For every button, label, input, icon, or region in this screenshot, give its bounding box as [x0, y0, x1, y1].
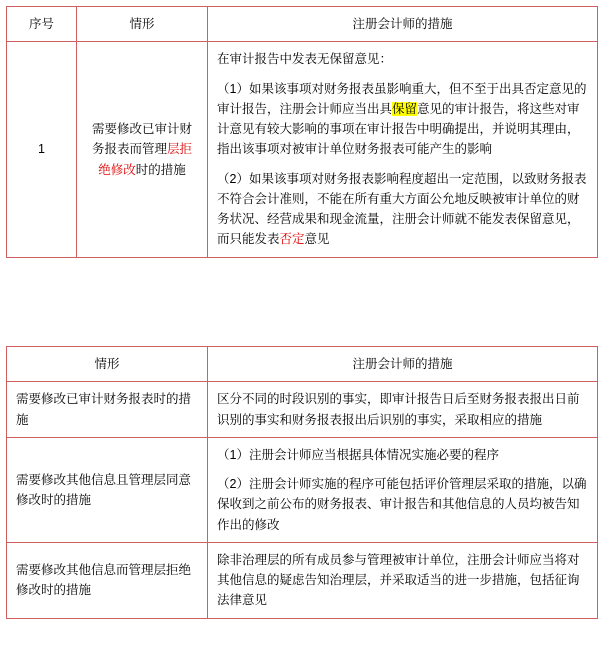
row-situation-cell: 需要修改已审计财务报表时的措施	[7, 382, 208, 438]
table-row	[7, 382, 598, 438]
measure-paragraph: 除非治理层的所有成员参与管理被审计单位，注册会计师应当将对其他信息的疑虑告知治理层，并采取适当的进一步措施，包括征询法律意见	[217, 552, 580, 608]
measures-table-refusal	[6, 6, 598, 258]
situation-text-part3: 措施	[160, 162, 186, 177]
measure-p2-text-a: （2）如果该事项对财务报表影响程度超出一定范围，以致财务报表不符合会计准则，不能在所有重大方面公允地反映被审计单位的财务状况、经营成果和现金流量，注册会计师就不能发表保留意见，而只能发表	[217, 171, 587, 247]
row-index-cell: 1	[7, 42, 77, 257]
measure-paragraph-2	[217, 169, 588, 250]
measure-intro: 在审计报告中发表无保留意见：	[217, 52, 393, 67]
row-situation-cell: 需要修改其他信息而管理层拒绝修改时的措施	[7, 542, 208, 618]
measure-paragraph: 区分不同的时段识别的事实，即审计报告日后至财务报表报出日前识别的事实和财务报表报出后识别的事实，采取相应的措施	[217, 392, 580, 427]
measure-paragraph: （1）注册会计师应当根据具体情况实施必要的程序	[217, 447, 499, 462]
table-row	[7, 42, 598, 257]
measure-p2-highlight: 否定	[279, 232, 305, 247]
header-cell-measure: 注册会计师的措施	[208, 7, 598, 42]
header-cell-index: 序号	[7, 7, 77, 42]
situation-text-part1: 需要修改已审计财务报表而管理	[91, 122, 192, 157]
measure-paragraph: （2）注册会计师实施的程序可能包括评价管理层采取的措施，以确保收到之前公布的财务报表、审计报告和其他信息的人员均被告知作出的修改	[217, 477, 587, 532]
measure-p1-text-a: （1）如果该事项对财务报表虽影响重大，但不至于出具否定意见的审计报告，注册会计师应当出具	[217, 81, 587, 116]
situation-text-highlight: 层拒绝修改	[98, 142, 193, 177]
table-header-row	[7, 7, 598, 42]
row-measure-cell	[208, 437, 598, 542]
measure-paragraph-1	[217, 79, 588, 160]
row-situation-cell: 需要修改其他信息且管理层同意修改时的措施	[7, 437, 208, 542]
table-header-row	[7, 347, 598, 382]
row-measure-cell	[208, 382, 598, 438]
measure-p1-highlight: 保留	[392, 101, 418, 116]
measures-table-other-info	[6, 346, 598, 619]
measure-p2-text-b: 意见	[304, 232, 330, 247]
row-situation-cell	[77, 42, 208, 257]
situation-text-part2: 时的	[135, 162, 161, 177]
table-row	[7, 542, 598, 618]
table-row	[7, 437, 598, 542]
row-measure-cell	[208, 42, 598, 257]
row-measure-cell	[208, 542, 598, 618]
header-cell-situation: 情形	[7, 347, 208, 382]
header-cell-measure: 注册会计师的措施	[208, 347, 598, 382]
header-cell-situation: 情形	[77, 7, 208, 42]
measure-p1-text-b: 意见的审计报告，将这些对审计意见有较大影响的事项在审计报告中明确提出，并说明其理由，指出该事项对被审计单位财务报表可能产生的影响	[217, 101, 580, 157]
